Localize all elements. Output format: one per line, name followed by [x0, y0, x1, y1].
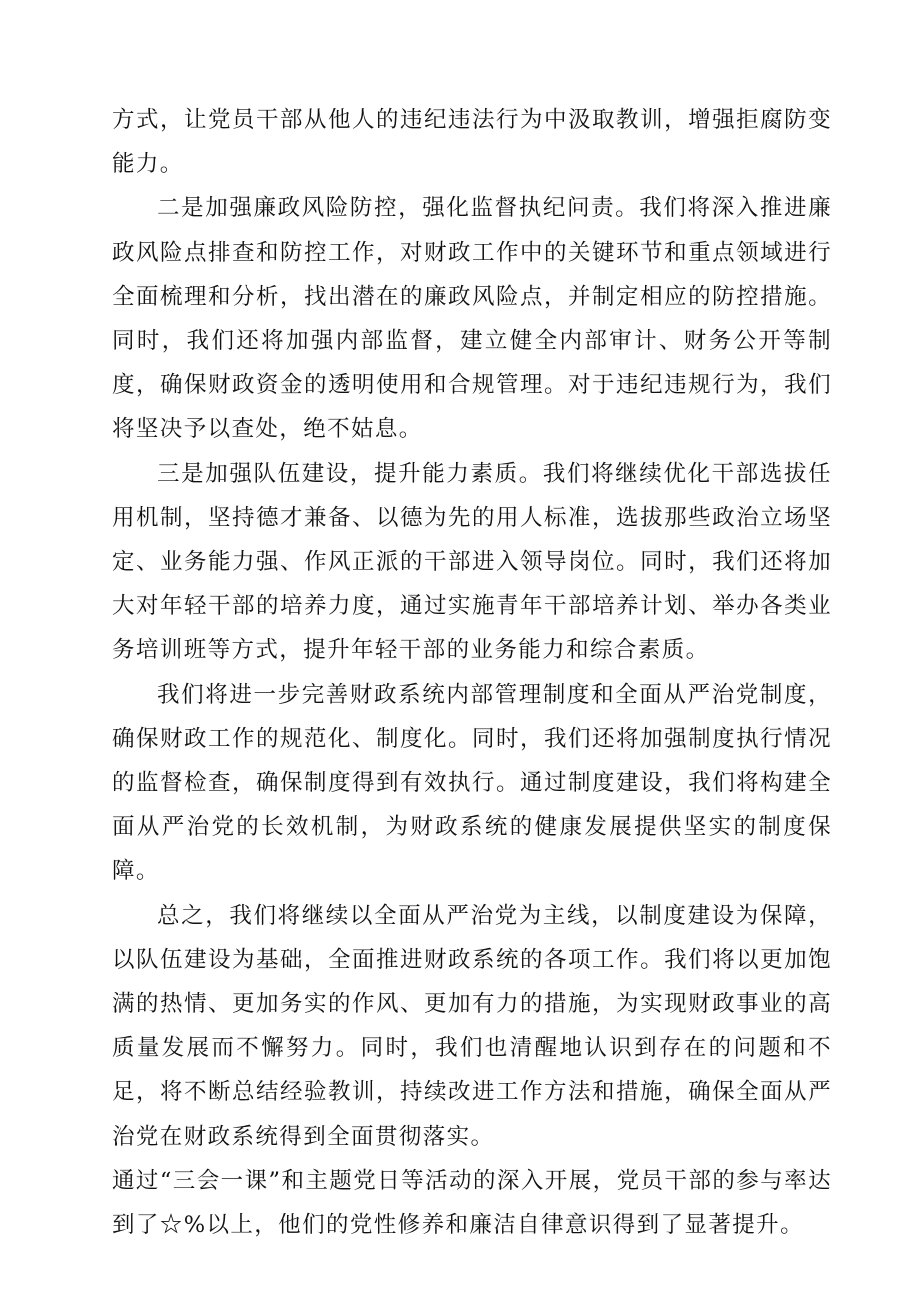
paragraph-team-building: 三是加强队伍建设，提升能力素质。我们将继续优化干部选拔任用机制，坚持德才兼备、以德为先的用人标准，选拔那些政治立场坚定、业务能力强、作风正派的干部进入领导岗位。同时，我们还将加大对年轻干部的培养力度，通过实施青年干部培养计划、举办各类业务培训班等方式，提升年轻干部的业务能力和综合素质。 [112, 460, 832, 664]
paragraph-continuation: 方式，让党员干部从他人的违纪违法行为中汲取教训，增强拒腐防变能力。 [112, 107, 832, 178]
paragraph-participation: 通过“三会一课”和主题党日等活动的深入开展，党员干部的参与率达到了☆%以上，他们的党性修养和廉洁自律意识得到了显著提升。 [112, 1167, 832, 1239]
paragraph-conclusion: 总之，我们将继续以全面从严治党为主线，以制度建设为保障，以队伍建设为基础，全面推进财政系统的各项工作。我们将以更加饱满的热情、更加务实的作风、更加有力的措施，为实现财政事业的高质量发展而不懈努力。同时，我们也清醒地认识到存在的问题和不足，将不断总结经验教训，持续改进工作方法和措施，确保全面从严治党在财政系统得到全面贯彻落实。 [112, 902, 832, 1150]
document-body [112, 98, 832, 1247]
paragraph-institution-building: 我们将进一步完善财政系统内部管理制度和全面从严治党制度，确保财政工作的规范化、制度化。同时，我们还将加强制度执行情况的监督检查，确保制度得到有效执行。通过制度建设，我们将构建全面从严治党的长效机制，为财政系统的健康发展提供坚实的制度保障。 [112, 681, 832, 885]
paragraph-risk-control: 二是加强廉政风险防控，强化监督执纪问责。我们将深入推进廉政风险点排查和防控工作，对财政工作中的关键环节和重点领域进行全面梳理和分析，找出潜在的廉政风险点，并制定相应的防控措施。同时，我们还将加强内部监督，建立健全内部审计、财务公开等制度，确保财政资金的透明使用和合规管理。对于违纪违规行为，我们将坚决予以查处，绝不姑息。 [112, 195, 832, 443]
